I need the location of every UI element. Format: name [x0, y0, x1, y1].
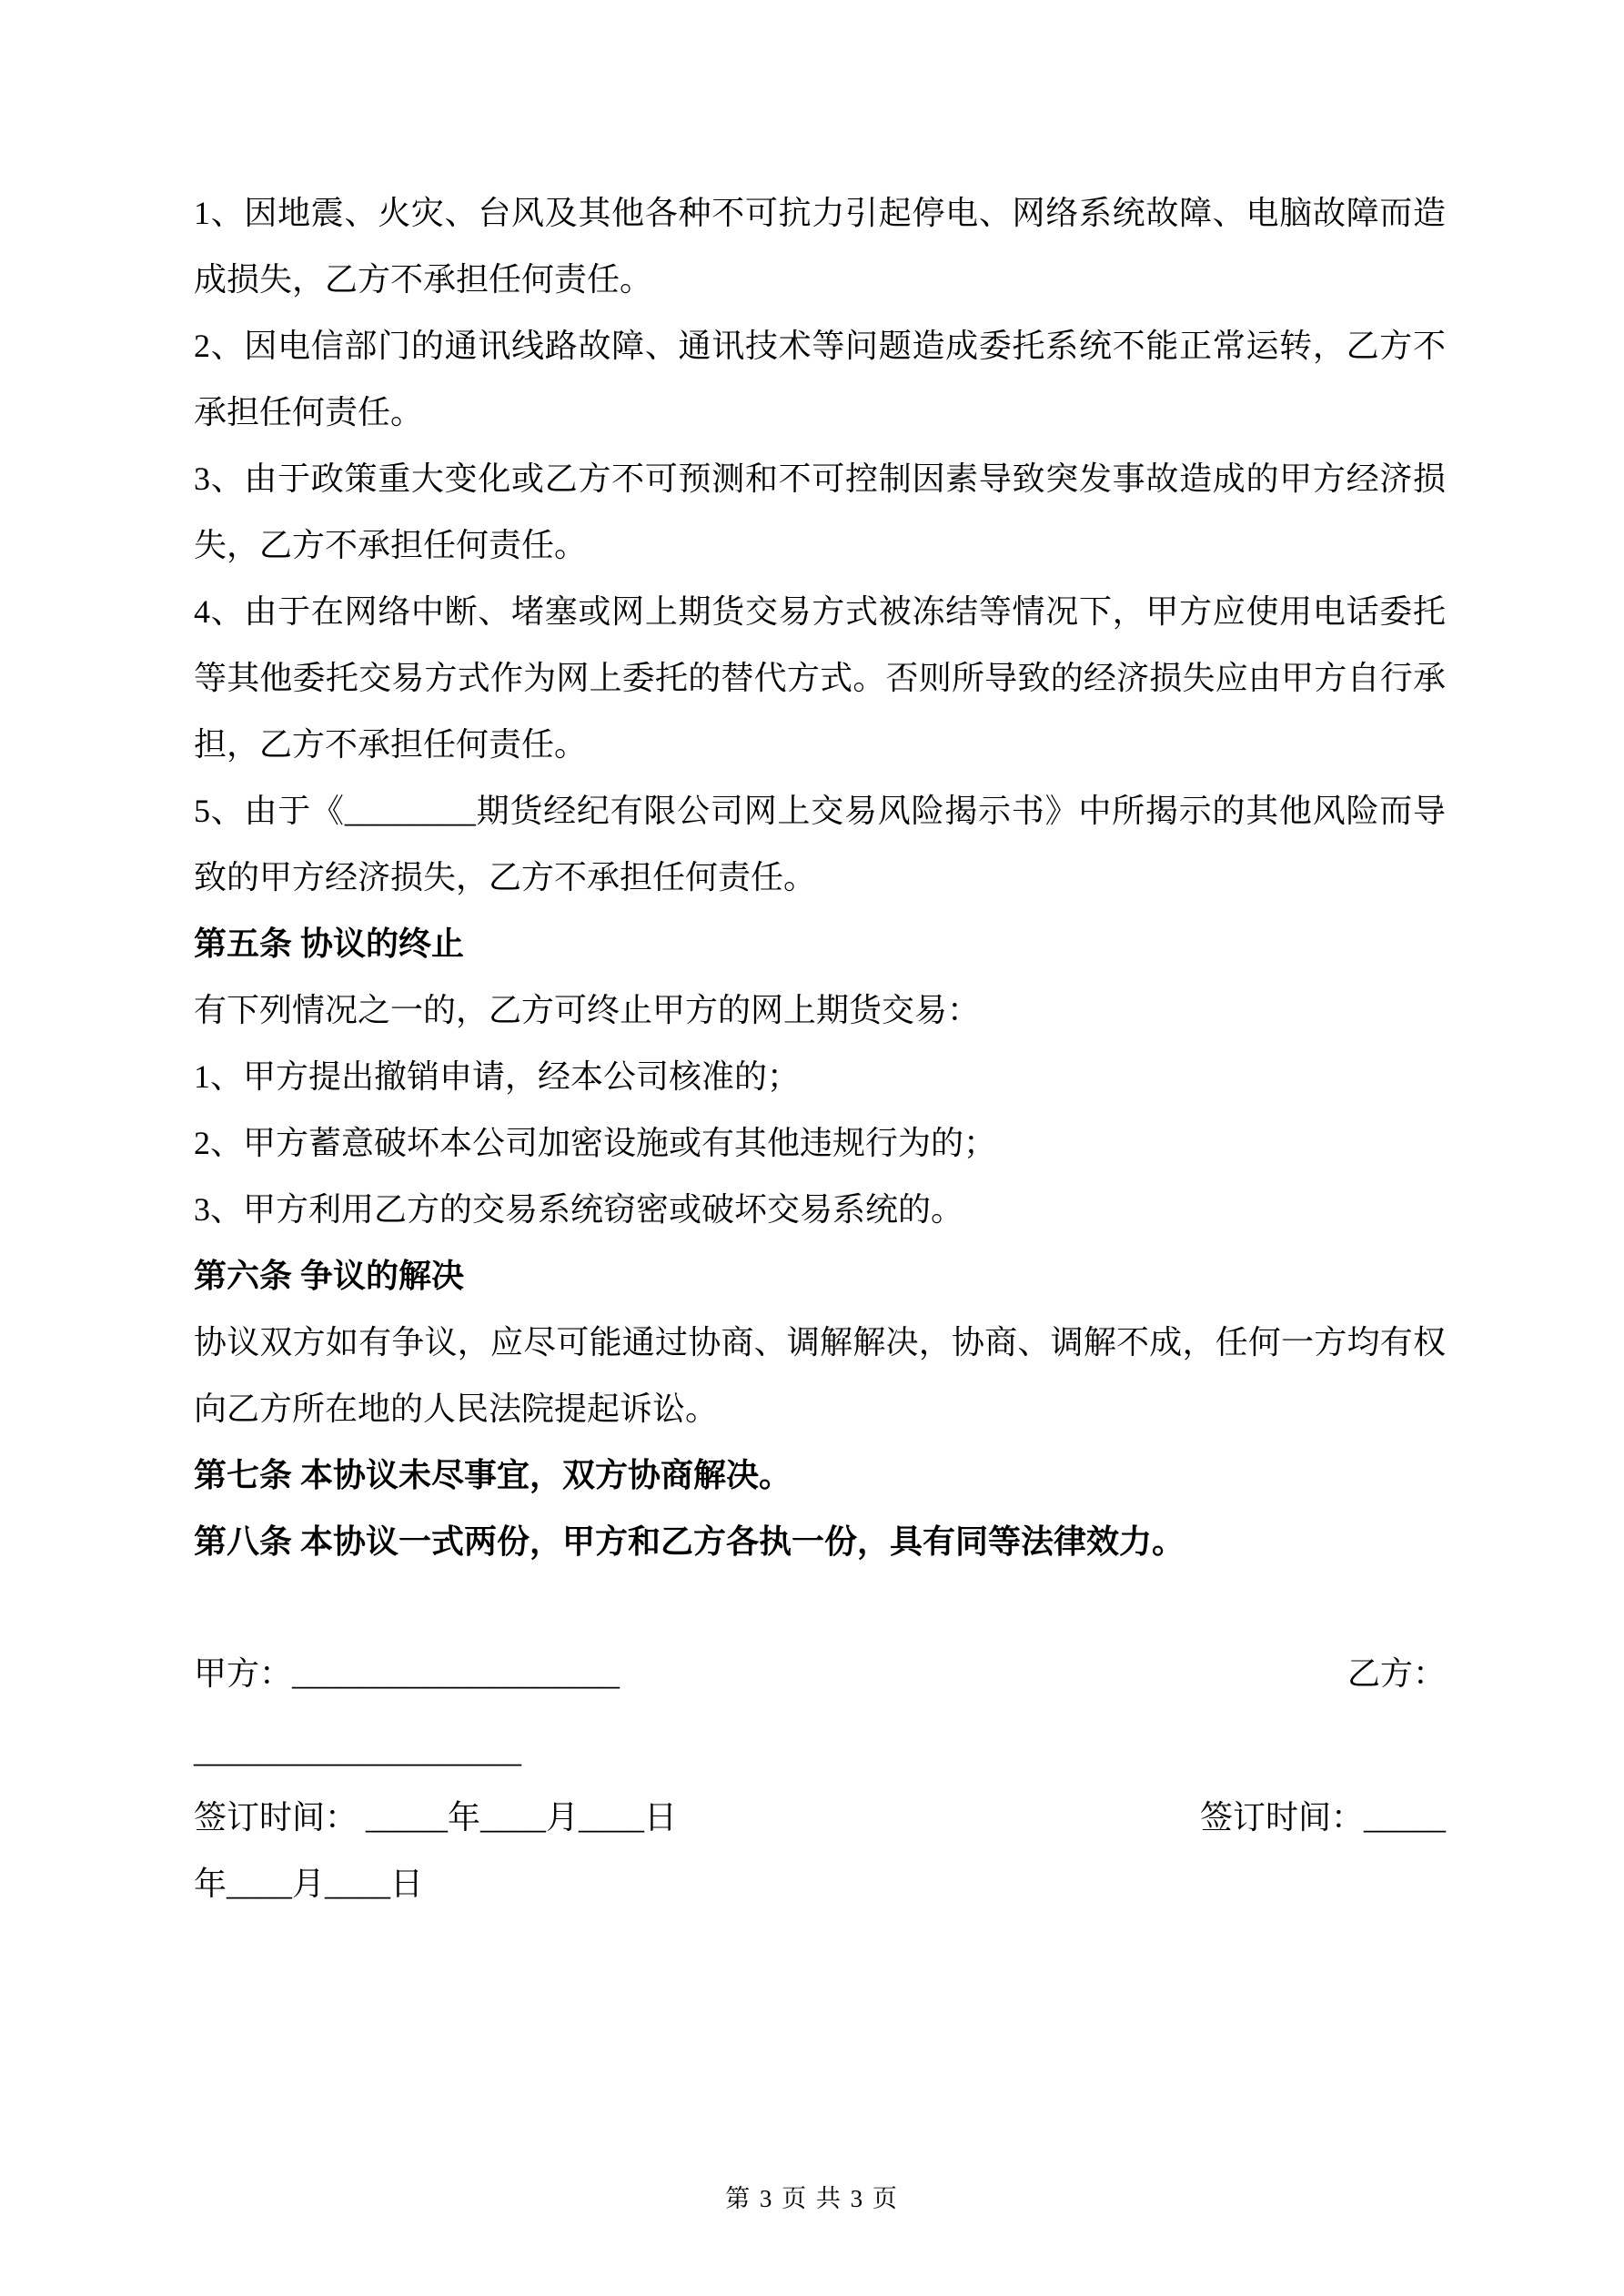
clause-network-interruption: 4、由于在网络中断、堵塞或网上期货交易方式被冻结等情况下，甲方应使用电话委托等其他委托交易方式作为网上委托的替代方式。否则所导致的经济损失应由甲方自行承担，乙方不承担任何责任。 [194, 593, 1446, 763]
signature-section [194, 1641, 1446, 1917]
signature-row-dates [194, 1785, 1446, 1851]
clause-policy-change: 3、由于政策重大变化或乙方不可预测和不可控制因素导致突发事故造成的甲方经济损失，乙方不承担任何责任。 [194, 460, 1446, 563]
party-b-signature-line: ____________________ [194, 1733, 521, 1769]
document-body [194, 180, 1446, 1917]
page-footer [0, 2179, 1624, 2214]
clause-risk-disclosure: 5、由于《________期货经纪有限公司网上交易风险揭示书》中所揭示的其他风险而导致的甲方经济损失，乙方不承担任何责任。 [194, 793, 1446, 895]
clause-telecom-failure: 2、因电信部门的通讯线路故障、通讯技术等问题造成委托系统不能正常运转，乙方不承担任何责任。 [194, 328, 1446, 430]
page-number: 第 3 页 共 3 页 [725, 2185, 899, 2212]
article5-item3: 3、甲方利用乙方的交易系统窃密或破坏交易系统的。 [194, 1191, 964, 1228]
section-heading-article7: 第七条 本协议未尽事宜，双方协商解决。 [194, 1457, 792, 1493]
signature-row-party-b-blank [194, 1718, 1446, 1785]
clause-force-majeure: 1、因地震、火灾、台风及其他各种不可抗力引起停电、网络系统故障、电脑故障而造成损失，乙方不承担任何责任。 [194, 195, 1446, 298]
party-a-signature-line: 甲方：____________________ [194, 1655, 620, 1692]
article5-intro: 有下列情况之一的，乙方可终止甲方的网上期货交易： [194, 992, 981, 1028]
sign-date-party-b: 签订时间：_____ [1199, 1799, 1446, 1836]
sign-date-party-a: 签订时间： _____年____月____日 [194, 1799, 678, 1836]
section-heading-article5: 第五条 协议的终止 [194, 925, 465, 962]
article5-item2: 2、甲方蓄意破坏本公司加密设施或有其他违规行为的； [194, 1125, 997, 1161]
article5-item1: 1、甲方提出撤销申请，经本公司核准的； [194, 1058, 801, 1095]
article6-body: 协议双方如有争议，应尽可能通过协商、调解解决，协商、调解不成，任何一方均有权向乙方所在地的人民法院提起诉讼。 [194, 1324, 1446, 1427]
sign-date-party-b-wrap: 年____月____日 [194, 1866, 424, 1902]
party-b-label: 乙方： [1347, 1655, 1446, 1692]
section-heading-article8: 第八条 本协议一式两份，甲方和乙方各执一份，具有同等法律效力。 [194, 1523, 1185, 1560]
signature-row-date-wrap [194, 1851, 1446, 1917]
signature-row-parties [194, 1641, 1446, 1707]
section-heading-article6: 第六条 争议的解决 [194, 1258, 465, 1294]
